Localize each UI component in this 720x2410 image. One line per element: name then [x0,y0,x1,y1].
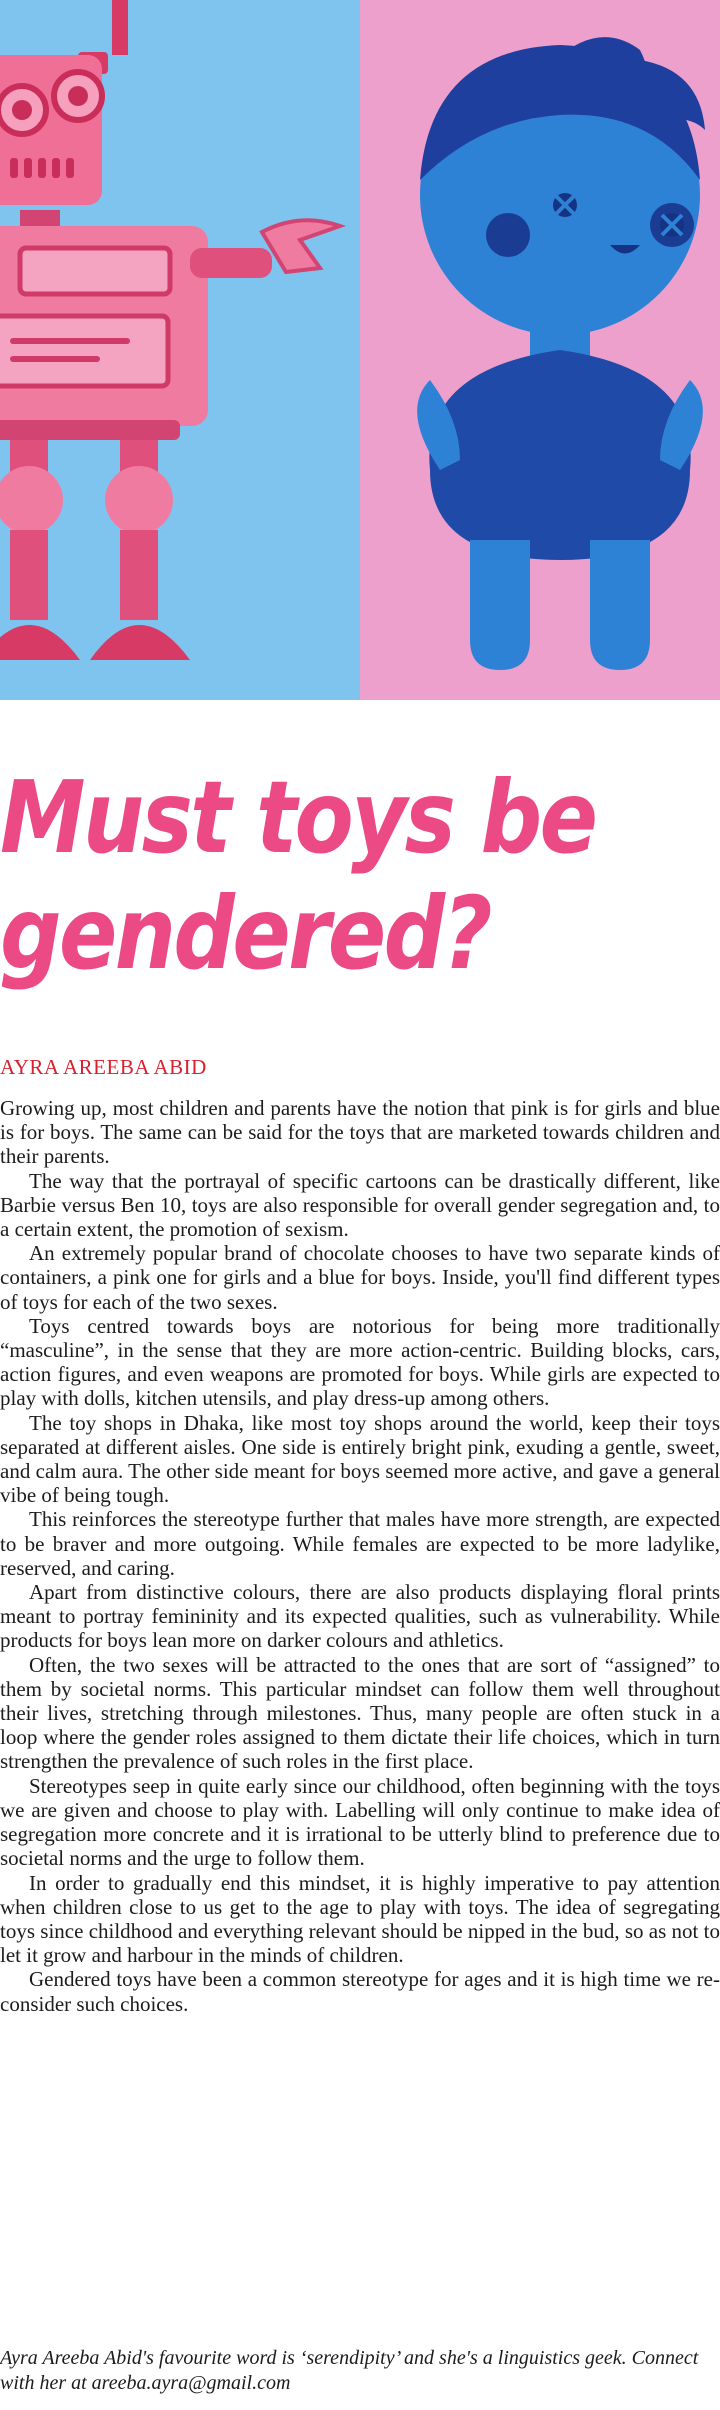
robot-and-doll-illustration [0,0,720,700]
paragraph: Growing up, most children and parents have the notion that pink is for girls and blue is for boys. The same can be said for the toys that are marketed towards children and their parents. [0,1096,720,1169]
paragraph: The way that the portrayal of specific cartoons can be drastically different, like Barbie versus Ben 10, toys are also responsible for overall gender segregation and, to a certain extent, the promotion of sexism. [0,1168,720,1242]
paragraph: In order to gradually end this mindset, it is highly imperative to pay attention when children close to us get to the age to play with toys. The idea of segregating toys since childhood and everything relevant should be nipped in the bud, so as not to let it grow and harbour in the minds of children. [0,1870,720,1968]
author-byline: AYRA AREEBA ABID [0,1055,207,1079]
headline-line-2: gendered? [0,875,490,992]
paragraph: This reinforces the stereotype further that males have more strength, are expected to be braver and more outgoing. While females are expected to be more ladylike, reserved, and caring. [0,1507,720,1580]
paragraph: Toys centred towards boys are notorious for being more traditionally “masculine”, in the sense that they are more action-centric. Building blocks, cars, action figures, and even weapons are promoted for boys. While girls are expected to play with dolls, kitchen utensils, and play dress-up among others. [0,1313,720,1411]
paragraph: The toy shops in Dhaka, like most toy shops around the world, keep their toys separated at different aisles. One side is entirely bright pink, exuding a gentle, sweet, and calm aura. The other side meant for boys seemed more active, and gave a general vibe of being tough. [0,1410,720,1508]
article-body [0,1096,720,2016]
paragraph: Often, the two sexes will be attracted to the ones that are sort of “assigned” to them by societal norms. This particular mindset can follow them well throughout their lives, stretching through milestones. Thus, many people are often stuck in a loop where the gender roles assigned to them dictate their life choices, which in turn strengthen the prevalence of such roles in the first place. [0,1652,720,1774]
paragraph: Stereotypes seep in quite early since our childhood, often beginning with the toys we are given and choose to play with. Labelling will only continue to make idea of segregation more concrete and it is irrational to be utterly blind to preference due to societal norms and the urge to follow them. [0,1773,720,1871]
headline-line-1: Must toys be [0,759,596,876]
paragraph: Gendered toys have been a common stereotype for ages and it is high time we re-consider such choices. [0,1967,720,2016]
author-bio: Ayra Areeba Abid's favourite word is ‘serendipity’ and she's a linguistics geek. Connect with her at areeba.ayra@gmail.com [0,2347,699,2394]
paragraph: An extremely popular brand of chocolate chooses to have two separate kinds of containers, a pink one for girls and a blue for boys. Inside, you'll find different types of toys for each of the two sexes. [0,1241,720,1314]
paragraph: Apart from distinctive colours, there are also products displaying floral prints meant to portray femininity and its expected qualities, such as vulnerability. While products for boys lean more on darker colours and athletics. [0,1580,720,1653]
article-headline [0,760,619,992]
